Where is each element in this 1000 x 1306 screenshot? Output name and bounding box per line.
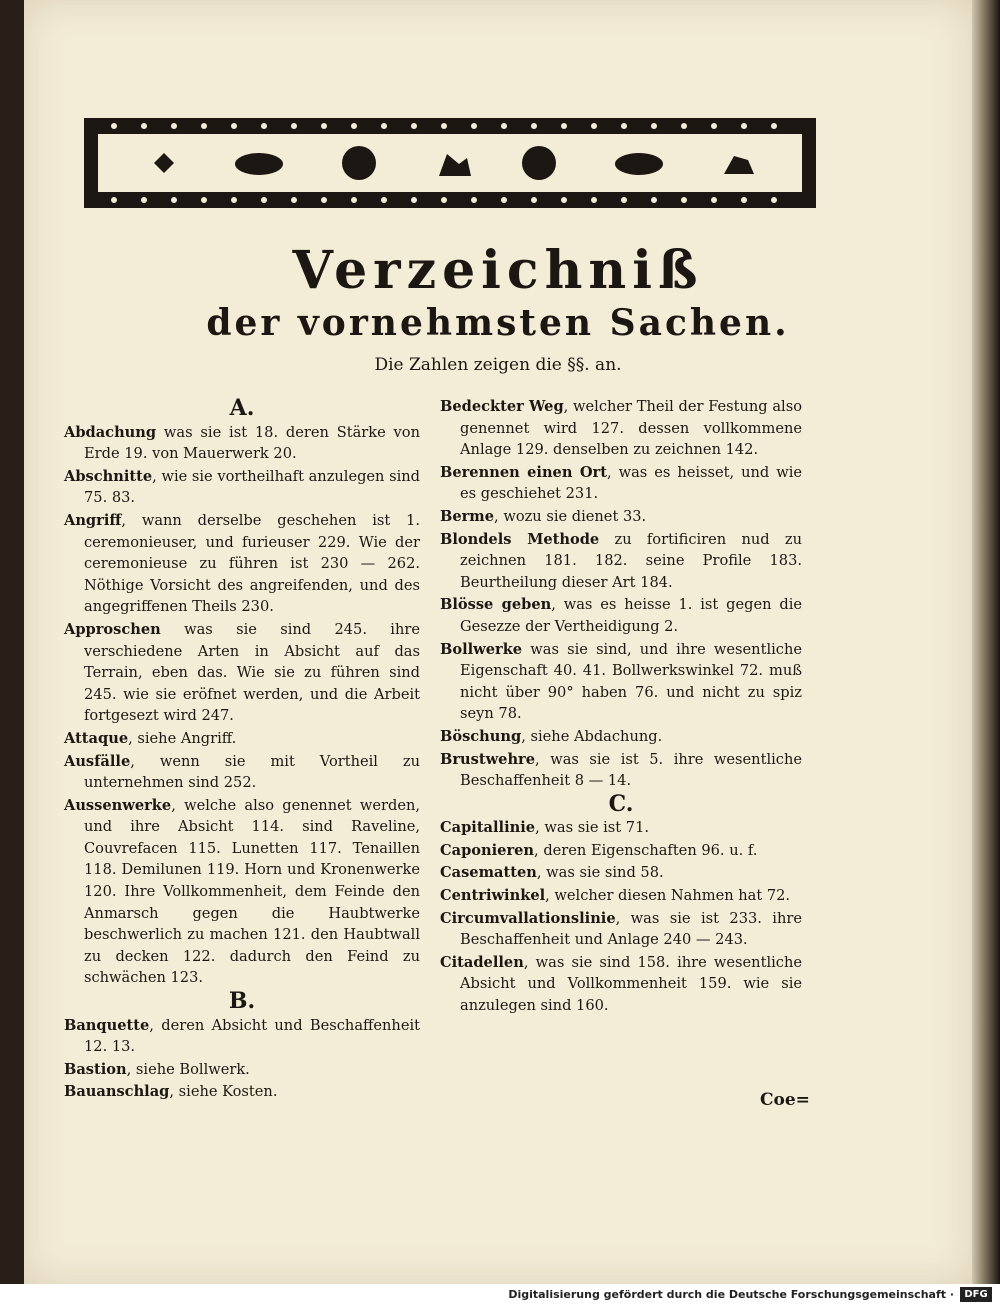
index-entry [440,506,802,528]
dfg-logo: DFG [960,1287,992,1302]
index-entry-term: Blösse geben [440,596,552,614]
section-letter: C. [608,790,634,817]
index-entry-text: , deren Absicht und Beschaffenheit 12. 13. [84,1016,420,1056]
index-entry-text: was sie sind, und ihre wesentliche Eigenschaft 40. 41. Bollwerkswinkel 72. muß nicht über 90° haben 76. und nicht zu spiz seyn 78. [460,640,802,723]
page-title: Verzeichniß [292,240,704,301]
index-entry-term: Brustwehre [440,750,536,768]
index-entry [64,1015,420,1058]
section-letter: A. [229,395,255,421]
index-entry-text: , was es heisse 1. ist gegen die Gesezze der Vertheidigung 2. [460,596,803,635]
index-entry [440,908,802,951]
section-letter: B. [228,988,256,1015]
index-entry [440,639,802,725]
index-entry-text: , was sie ist 5. ihre wesentliche Beschaffenheit 8 — 14. [460,750,802,790]
book-page [24,0,972,1284]
index-entry [64,1059,420,1081]
index-entry-text: , was sie ist 71. [535,819,649,837]
index-entry [440,529,802,594]
index-entry-text: , siehe Bollwerk. [126,1060,250,1078]
index-entry [440,952,802,1017]
index-entry-text: was sie sind 245. ihre verschiedene Arten in Absicht auf das Terrain, eben das. Wie sie zu führen sind 245. wie sie eröfnet werden, und die Arbeit fortgesezt wird 247. [84,620,420,725]
index-entry-term: Centriwinkel [440,887,546,905]
index-entry-text: , wenn sie mit Vortheil zu unternehmen sind 252. [84,752,420,792]
index-entry-term: Citadellen [440,953,524,971]
index-entry-term: Ausfälle [64,752,131,770]
index-entry-term: Bastion [64,1060,127,1078]
index-entry-term: Casematten [440,864,537,882]
index-entry-text: , deren Eigenschaften 96. u. f. [534,841,758,859]
index-entry-term: Berme [440,507,495,525]
catchword: Coe= [760,1090,810,1110]
index-entry-text: , was sie sind 58. [536,864,664,882]
index-entry-text: , wie sie vortheilhaft anzulegen sind 75. 83. [84,467,420,507]
index-entry [64,751,420,794]
index-entry [440,749,802,792]
decorative-border-ornament [84,118,816,208]
index-entry [440,885,802,907]
index-entry-term: Böschung [440,727,522,745]
index-entry-term: Attaque [64,729,129,747]
index-entry [64,728,420,750]
index-entry-term: Approschen [64,620,161,638]
index-entry [64,619,420,727]
index-entry-term: Circumvallationslinie [440,909,616,927]
index-entry-text: , welcher Theil der Festung also genennet wird 127. dessen vollkommene Anlage 129. denselben zu zeichnen 142. [460,398,802,459]
index-entry-text: , welche also genennet werden, und ihre Absicht 114. sind Raveline, Couvrefacen 115. Lunetten 117. Tenaillen 118. Demilunen 119. Horn und Kronenwerke 120. Ihre Vollkommenheit, dem Feinde den Anmarsch gegen die Haubtwerke beschwerlich zu machen 121. den Haubtwall zu decken 122. dadurch den Feind zu schwächen 123. [84,796,420,987]
page-subtitle: der vornehmsten Sachen. [206,302,790,344]
index-entry-text: , siehe Angriff. [128,729,237,747]
index-entry [64,795,420,989]
index-entry-term: Bauanschlag [64,1083,170,1101]
index-entry [440,594,802,637]
footer-credit: Digitalisierung gefördert durch die Deutsche Forschungsgemeinschaft · [508,1288,954,1301]
index-entry-text: , was es heisset, und wie es geschiehet 231. [460,463,802,503]
index-entry [440,840,802,862]
left-index-column [64,396,420,1104]
page-note: Die Zahlen zeigen die §§. an. [374,355,622,375]
index-entry-term: Angriff [64,511,122,529]
index-entry-text: , was sie ist 233. ihre Beschaffenheit und Anlage 240 — 243. [460,909,802,949]
index-entry [64,466,420,509]
index-entry-text: , welcher diesen Nahmen hat 72. [545,887,791,905]
index-entry-text: , wann derselbe geschehen ist 1. ceremonieuser, und furieuser 229. Wie der ceremonieuse zu führen ist 230 — 262. Nöthige Vorsicht des angreifenden, und des angegriffenen Theils 230. [84,511,420,616]
index-entry-term: Aussenwerke [64,796,172,814]
index-entry-text: , siehe Abdachung. [521,727,663,745]
footer-bar [0,1284,1000,1306]
index-entry-text: was sie ist 18. deren Stärke von Erde 19. von Mauerwerk 20. [84,423,420,463]
index-entry-term: Abschnitte [64,467,153,485]
right-index-column [440,396,802,1018]
index-entry-term: Capitallinie [440,819,536,837]
index-entry [440,726,802,748]
index-entry-text: , wozu sie dienet 33. [494,507,647,525]
index-entry [440,862,802,884]
index-entry [64,510,420,618]
index-entry [440,817,802,839]
index-entry-term: Caponieren [440,841,535,859]
index-entry-text: , siehe Kosten. [169,1083,278,1101]
index-entry-text: zu fortificiren nud zu zeichnen 181. 182. seine Profile 183. Beurtheilung dieser Art 184. [460,530,803,591]
index-entry [440,462,802,505]
index-entry [64,1081,420,1103]
index-entry-term: Berennen einen Ort [440,463,607,481]
index-entry-term: Banquette [64,1016,150,1034]
index-entry-text: , was sie sind 158. ihre wesentliche Absicht und Vollkommenheit 159. wie sie anzulegen sind 160. [460,953,802,1015]
index-entry [440,396,802,461]
index-entry [64,422,420,465]
page-edge [972,0,1000,1284]
index-entry-term: Abdachung [64,423,157,441]
index-entry-term: Blondels Methode [440,530,600,548]
index-entry-term: Bollwerke [440,640,523,658]
index-entry-term: Bedeckter Weg [440,398,564,415]
